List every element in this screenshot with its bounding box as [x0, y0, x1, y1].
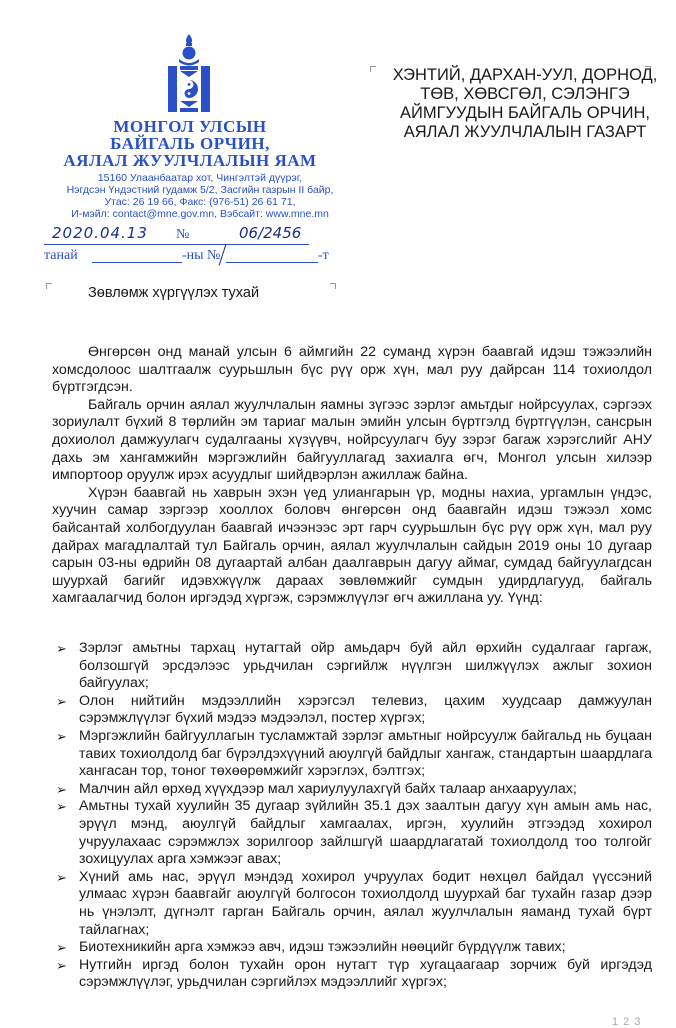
- list-item: [52, 869, 652, 939]
- addressee-line: АЯЛАЛ ЖУУЛЧЛАЛЫН ГАЗАРТ: [403, 123, 647, 141]
- list-item: [52, 939, 652, 957]
- your-reference-row: [44, 248, 329, 268]
- number-label: №: [176, 227, 190, 242]
- list-item-text: Зэрлэг амьтны тархац нутагтай ойр амьдарч буй айл өрхийн судалгааг гаргаж, болзошгүй эрсдэлээс урьдчилан сэргийлж нүүлгэн шилжүүлэх ажлыг зохион байгуулах;: [79, 640, 652, 692]
- ministry-line-1: МОНГОЛ УЛСЫН: [113, 117, 267, 136]
- address-line: 15160 Улаанбаатар хот, Чингэлтэй дүүрэг,: [97, 172, 303, 184]
- list-item: [52, 728, 652, 781]
- your-suffix: -т: [318, 248, 329, 263]
- list-item-text: Амьтны тухай хуулийн 35 дугаар зүйлийн 35.1 дэх заалтын дагуу хүн амын амь нас, эрүүл мэнд, аюулгүй байдлыг хамгаалах, иргэн, хуулийн этгээдэд хохирол учруулахаас сэрэмжлэх зорилгоор зайлшгүй шаардлагатай тохиолдолд тоо толгойг зохицуулах арга хэмжээг авах;: [79, 798, 652, 868]
- paragraph: Байгаль орчин аялал жуулчлалын яамны зүгээс зэрлэг амьтдыг нойрсуулах, сэргээх зориулалт бүхий 8 төрлийн эм тариаг малын эмийн улсын бүртгэлд бүртгүүлэн, сансрын дохиолол дамжуулагч судалгааны хүзүүвч, нойрсуулагч буу зэрэг багаж хэрэгслийг АНУ дахь эм хангамжийн мэргэжлийн байгууллагад захиалга өгч, Монгол улсын хилээр импортоор оруулж ирэх асуудлыг шийдвэрлэн ажиллаж байна.: [52, 396, 652, 484]
- recommendation-list: [52, 640, 652, 992]
- letter-number: 06/2456: [239, 224, 302, 242]
- arrow-bullet-icon: ➢: [56, 781, 67, 797]
- address-line: Нэгдсэн Үндэстний гудамж 5/2, Засгийн газрын II байр,: [66, 184, 334, 196]
- arrow-bullet-icon: ➢: [56, 728, 67, 744]
- list-item-text: Олон нийтийн мэдээллийн хэрэгсэл телевиз, цахим хуудсаар дамжуулан сэрэмжлүүлэг бүхий мэдээ мэдээлэл, постер хүргэх;: [79, 692, 652, 727]
- your-label: танай: [44, 248, 78, 263]
- ministry-name: [60, 118, 320, 169]
- reference-row: [44, 224, 309, 245]
- paragraph: Өнгөрсөн онд манай улсын 6 аймгийн 22 суманд хүрэн баавгай идэш тэжээлийн хомсдолоос шалтгаалж суурьшлын бүс рүү орж хүн, мал руу дайрсан 114 тохиолдол бүртгэгдсэн.: [52, 344, 652, 396]
- list-item-text: Мэргэжлийн байгууллагын тусламжтай зэрлэг амьтныг нойрсуулж байгальд нь буцаан тавих тохиолдолд баг бүрэлдэхүүний аюулгүй байдлыг хангаж, стандартын шаардлага хангасан тор, тоног төхөөрөмжийг хэрэглэх, бэлтгэх;: [79, 727, 652, 780]
- list-item-text: Хүний амь нас, эрүүл мэндэд хохирол учруулах бодит нөхцөл байдал үүссэний улмаас хүрэн баавгайг аюулгүй болгосон тохиолдолд шуурхай баг тухайн газар дээр нь үнэлэлт, дүгнэлт гарган Байгаль орчин, аялал жуулчлалын яаманд тухай бүрт тайлагнах;: [79, 868, 652, 938]
- ministry-address: [40, 172, 360, 220]
- address-line: И-мэйл: contact@mne.gov.mn, Вэбсайт: www.mne.mn: [71, 208, 329, 220]
- subject-corner-mark: [330, 283, 336, 289]
- arrow-bullet-icon: ➢: [56, 641, 67, 656]
- arrow-bullet-icon: ➢: [56, 693, 67, 709]
- soyombo-emblem-icon: [166, 32, 212, 116]
- addressee-line: АЙМГУУДЫН БАЙГАЛЬ ОРЧИН,: [399, 104, 650, 122]
- arrow-bullet-icon: ➢: [56, 957, 67, 973]
- addressee-corner-mark: [370, 66, 376, 72]
- list-item: [52, 693, 652, 728]
- your-date-blank: [92, 248, 182, 263]
- list-item: [52, 957, 652, 992]
- subject-corner-mark: [46, 283, 52, 289]
- list-item: [52, 640, 652, 693]
- subject-line: Зөвлөмж хүргүүлэх тухай: [88, 285, 260, 301]
- addressee: [380, 66, 670, 142]
- list-item-text: Нутгийн иргэд болон тухайн орон нутагт түр хугацаагаар зорчиж буй иргэдэд сэрэмжлүүлэг, урьдчилан сэргийлэх мэдээллийг хүргэх;: [79, 956, 652, 991]
- addressee-line: ТӨВ, ХӨВСГӨЛ, СЭЛЭНГЭ: [420, 85, 630, 103]
- letter-date: 2020.04.13: [52, 224, 148, 242]
- list-item: [52, 781, 652, 799]
- addressee-line: ХЭНТИЙ, ДАРХАН-УУЛ, ДОРНОД,: [392, 66, 658, 84]
- list-item-text: Малчин айл өрхөд хүүхдээр мал хариулуулахгүй байх талаар анхааруулах;: [79, 780, 577, 797]
- list-item: [52, 798, 652, 868]
- page-number-partial: 1 2 3: [612, 1016, 642, 1028]
- ministry-line-3: АЯЛАЛ ЖУУЛЧЛАЛЫН ЯАМ: [63, 151, 317, 170]
- arrow-bullet-icon: ➢: [56, 869, 67, 885]
- paragraph: Хүрэн баавгай нь хаврын эхэн үед улиангарын үр, модны нахиа, ургамлын үндэс, хуучин самар зэргээр хооллох боловч өнгөрсөн онд баавгайн идэш тэжээл хомс байсантай холбогдуулан баавгай ичээнээс эрт гарч суурьшлын бүс рүү орж хүн, мал руу дайрах магадлалтай тул Байгаль орчин, аялал жуулчлалын сайдын 2019 оны 10 дугаар сарын 03-ны өдрийн 08 дугаартай албан даалгаврын дагуу аймаг, сумдад байгуулагдсан шуурхай багийг идэвхжүүлж дараах зөвлөмжийг сумдын удирдлагууд, байгаль хамгаалагчид болон иргэдэд хүргэж, сэрэмжлүүлэг өгч ажиллана уу. Үүнд:: [52, 484, 652, 607]
- your-number-blank: [226, 248, 318, 263]
- list-item-text: Биотехникийн арга хэмжээ авч, идэш тэжээлийн нөөцийг бүрдүүлж тавих;: [79, 939, 566, 956]
- arrow-bullet-icon: ➢: [56, 940, 67, 956]
- your-number-label: -ны №: [182, 248, 221, 263]
- address-line: Утас: 26 19 66, Факс: (976-51) 26 61 71,: [104, 196, 296, 208]
- arrow-bullet-icon: ➢: [56, 799, 67, 815]
- ministry-line-2: БАЙГАЛЬ ОРЧИН,: [110, 134, 270, 153]
- letter-body: [52, 344, 652, 608]
